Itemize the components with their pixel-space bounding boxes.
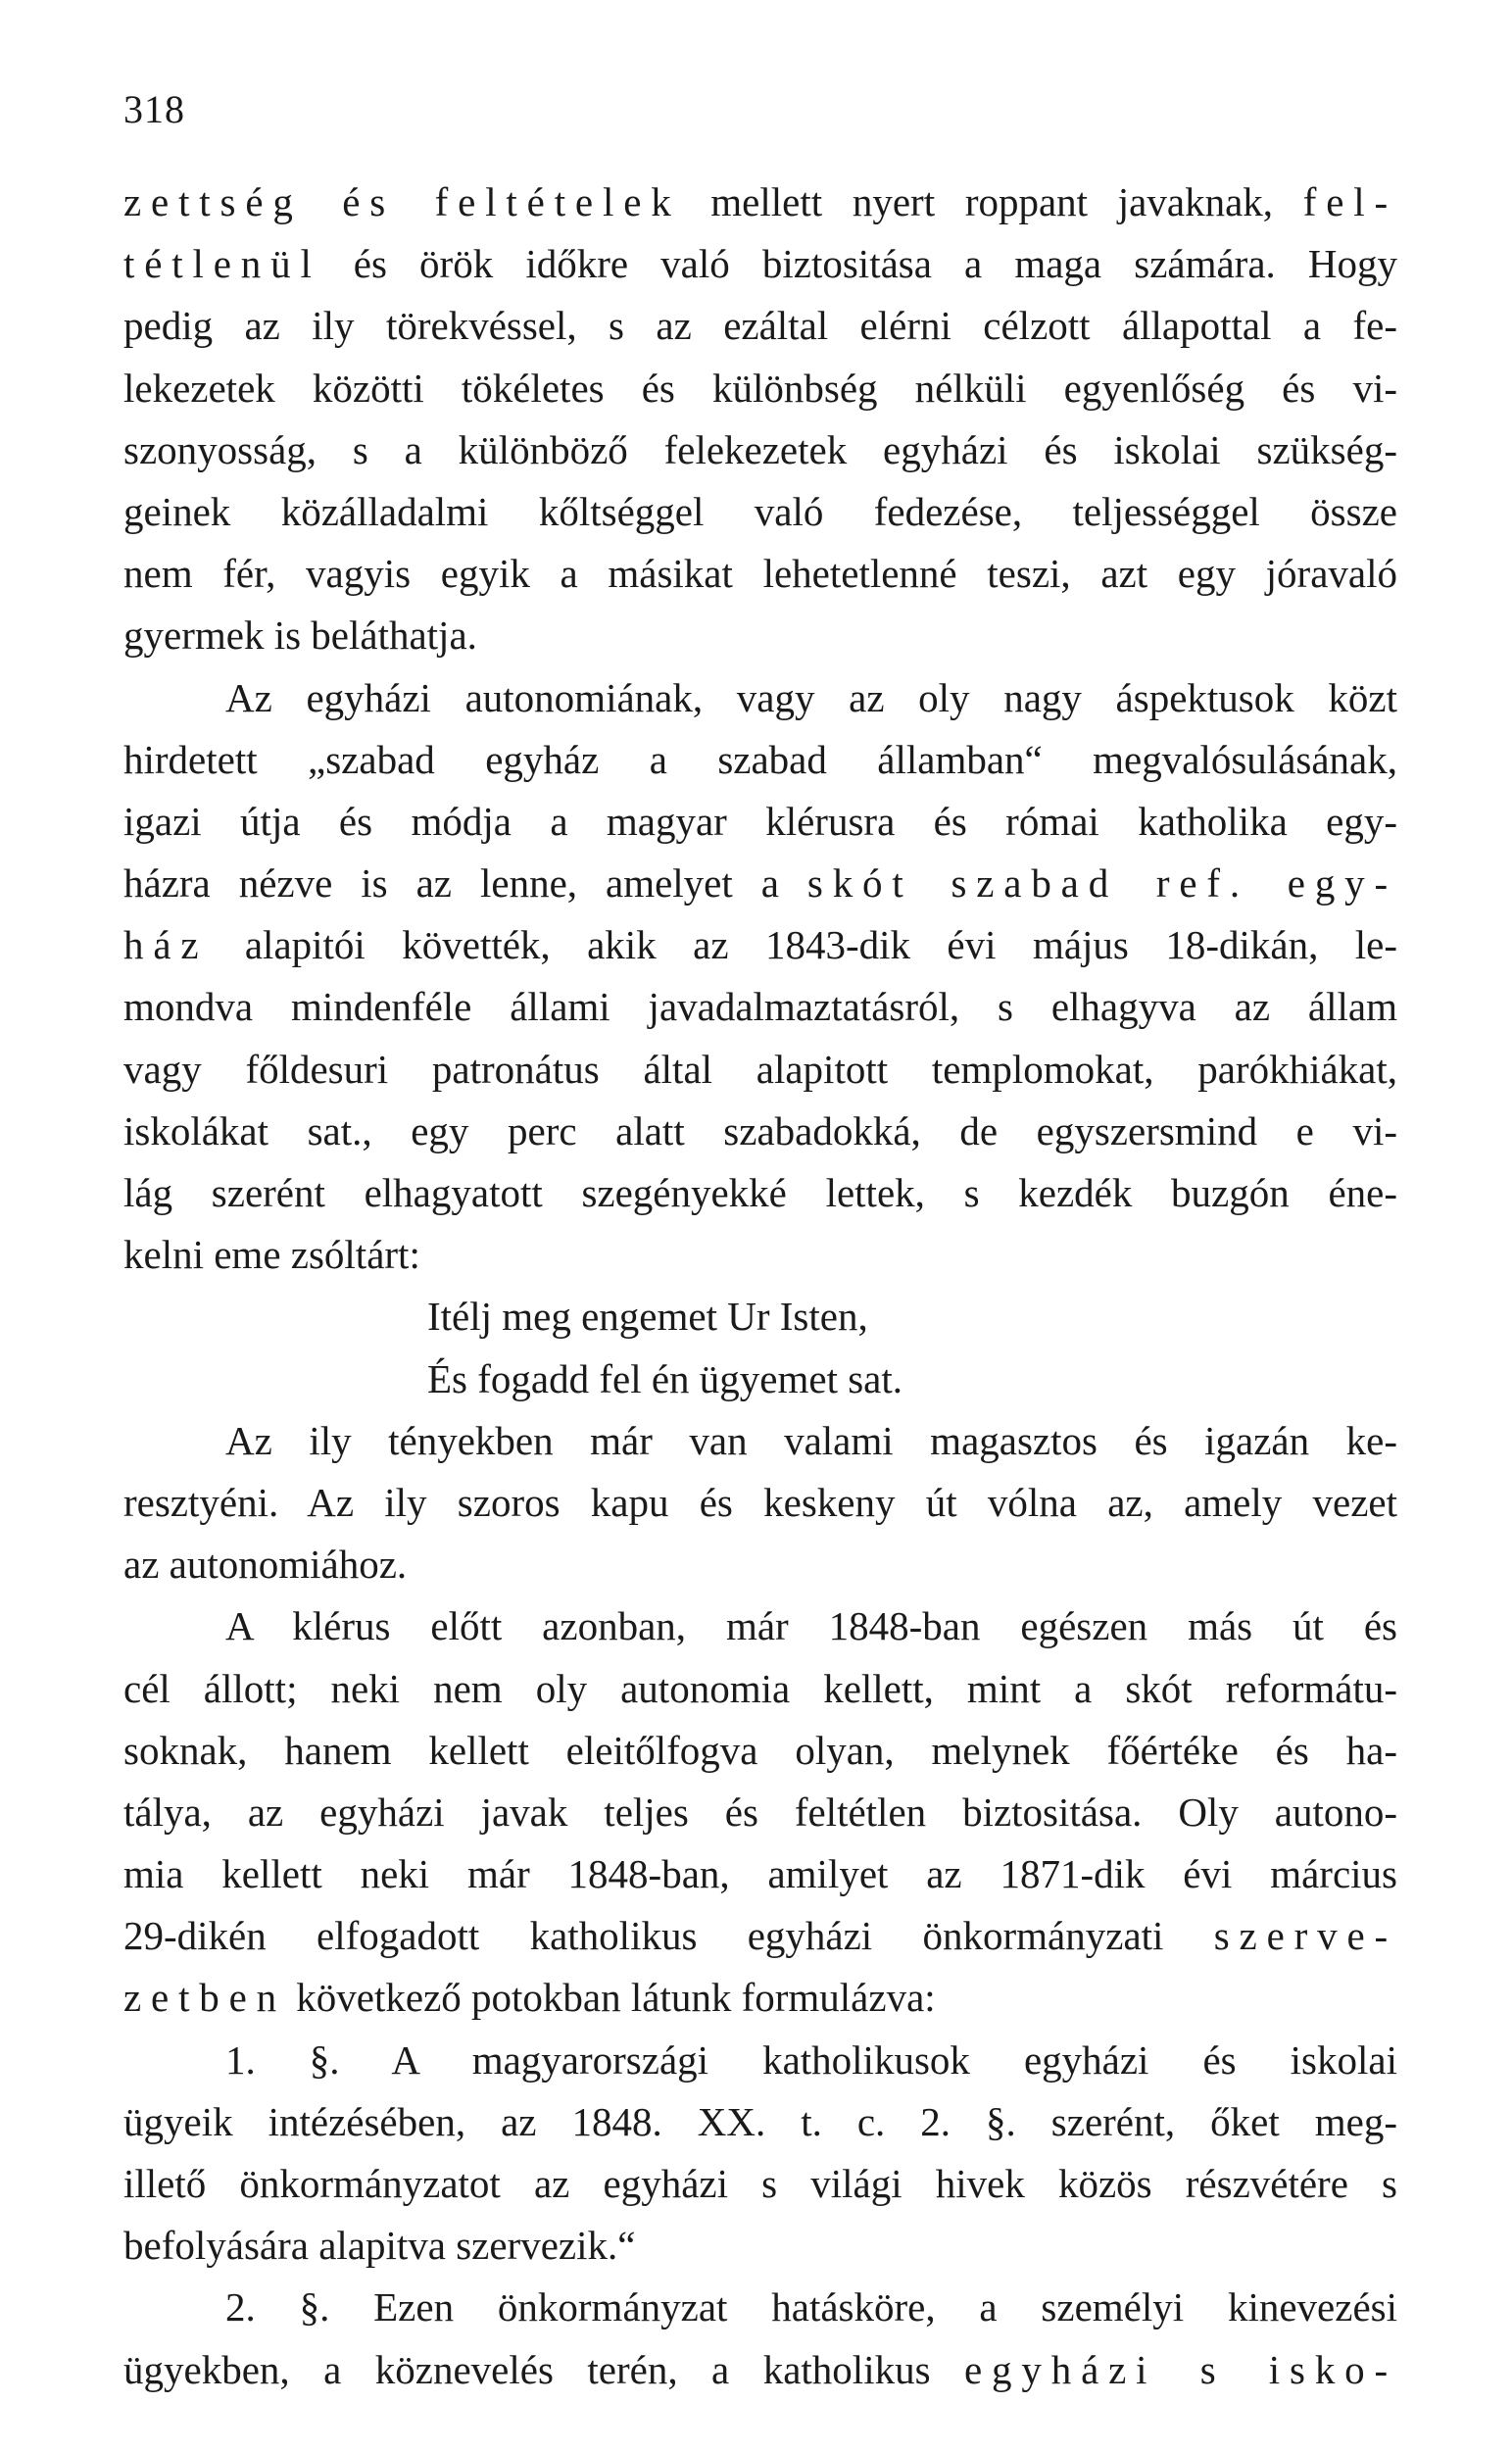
text-line	[123, 172, 1397, 233]
text-segment: ügyeik intézésében, az 1848. XX. t. c. 2. §. szerént, őket meg-	[123, 2098, 1397, 2144]
text-segment: mellett nyert roppant javaknak,	[680, 179, 1303, 224]
emphasized-text: tétlenül	[123, 241, 321, 287]
text-segment: tálya, az egyházi javak teljes és feltétlen biztositása. Oly autono-	[123, 1789, 1397, 1835]
body-text	[123, 172, 1397, 2401]
text-line	[123, 1039, 1397, 1101]
text-segment: És fogadd fel én ügyemet sat.	[427, 1355, 903, 1401]
text-line	[123, 1843, 1397, 1905]
text-line	[123, 1595, 1397, 1657]
emphasized-text: zettség és feltételek	[123, 179, 681, 224]
text-line	[123, 853, 1397, 914]
text-line	[123, 358, 1397, 419]
page-number: 318	[123, 87, 185, 131]
text-line	[123, 419, 1397, 481]
emphasized-text: skót szabad ref. egy-	[806, 860, 1397, 907]
text-line	[123, 2091, 1397, 2153]
text-segment: lekezetek közötti tökéletes és különbség nélküli egyenlőség és vi-	[123, 365, 1397, 411]
text-segment: 2. §. Ezen önkormányzat hatásköre, a személyi kinevezési	[225, 2284, 1397, 2330]
text-line	[123, 233, 1397, 295]
text-segment: alapitói követték, akik az 1843-dik évi május 18-dikán, le-	[208, 922, 1397, 968]
emphasized-text: zetben	[123, 1975, 287, 2021]
text-segment: 29-dikén elfogadott katholikus egyházi önkormányzati	[123, 1913, 1214, 1959]
text-line	[123, 605, 1397, 666]
text-segment: soknak, hanem kellett eleitőlfogva olyan, melynek főértéke és ha-	[123, 1727, 1397, 1773]
text-line	[123, 1658, 1397, 1720]
text-segment: az autonomiához.	[123, 1542, 408, 1588]
text-segment: házra nézve is az lenne, amelyet a	[123, 860, 807, 907]
text-segment: Az egyházi autonomiának, vagy az oly nagy áspektusok közt	[225, 674, 1397, 720]
text-segment: A klérus előtt azonban, már 1848-ban egészen más út és	[225, 1603, 1397, 1649]
emphasized-text: ház	[123, 922, 209, 968]
text-line	[123, 295, 1397, 357]
text-line	[123, 791, 1397, 853]
text-line	[123, 914, 1397, 976]
verse-line	[123, 1286, 1397, 1348]
text-segment: kelni eme zsóltárt:	[123, 1232, 420, 1278]
text-line	[123, 1224, 1397, 1286]
text-segment: nem fér, vagyis egyik a másikat lehetetlenné teszi, azt egy jóravaló	[123, 551, 1397, 597]
text-line	[123, 976, 1397, 1038]
text-line	[123, 1967, 1397, 2029]
text-segment: resztyéni. Az ily szoros kapu és keskeny út vólna az, amely vezet	[123, 1479, 1397, 1525]
text-segment: befolyására alapitva szervezik.“	[123, 2223, 636, 2269]
text-line	[123, 1905, 1397, 1967]
text-segment: és örök időkre való biztositása a maga számára. Hogy	[320, 241, 1397, 287]
text-line	[123, 2277, 1397, 2338]
text-segment: Itélj meg engemet Ur Isten,	[427, 1294, 868, 1340]
text-segment: illető önkormányzatot az egyházi s világi hivek közös részvétére s	[123, 2161, 1397, 2206]
text-segment: cél állott; neki nem oly autonomia kellett, mint a skót reformátu-	[123, 1665, 1397, 1711]
text-segment: geinek közálladalmi kőltséggel való fedezése, teljességgel össze	[123, 488, 1397, 534]
text-line	[123, 2153, 1397, 2215]
text-segment: hirdetett „szabad egyház a szabad államban“ megvalósulásának,	[123, 736, 1397, 782]
text-segment: iskolákat sat., egy perc alatt szabadokká, de egyszersmind e vi-	[123, 1107, 1397, 1153]
text-line	[123, 1162, 1397, 1224]
text-line	[123, 2215, 1397, 2277]
text-line	[123, 2339, 1397, 2401]
text-segment: ügyekben, a köznevelés terén, a katholikus	[123, 2346, 965, 2392]
emphasized-text: fel-	[1302, 179, 1397, 224]
text-line	[123, 1472, 1397, 1534]
text-line	[123, 1534, 1397, 1595]
text-line	[123, 1410, 1397, 1472]
text-line	[123, 543, 1397, 605]
text-segment: mia kellett neki már 1848-ban, amilyet az 1871-dik évi március	[123, 1851, 1397, 1897]
verse-line	[123, 1349, 1397, 1410]
text-segment: következő potokban látunk formulázva:	[286, 1975, 936, 2021]
text-line	[123, 729, 1397, 791]
text-line	[123, 2030, 1397, 2091]
text-segment: mondva mindenféle állami javadalmaztatásról, s elhagyva az állam	[123, 984, 1397, 1030]
text-line	[123, 667, 1397, 729]
text-segment: vagy főldesuri patronátus által alapitott templomokat, parókhiákat,	[123, 1046, 1397, 1092]
text-line	[123, 1720, 1397, 1782]
text-segment: 1. §. A magyarországi katholikusok egyházi és iskolai	[225, 2036, 1397, 2083]
text-segment: Az ily tényekben már van valami magasztos és igazán ke-	[225, 1417, 1397, 1463]
text-segment: pedig az ily törekvéssel, s az ezáltal elérni célzott állapottal a fe-	[123, 303, 1397, 349]
text-line	[123, 481, 1397, 543]
text-line	[123, 1782, 1397, 1843]
emphasized-text: egyházi s isko-	[964, 2346, 1397, 2392]
text-segment: gyermek is beláthatja.	[123, 613, 477, 659]
text-segment: szonyosság, s a különböző felekezetek egyházi és iskolai szükség-	[123, 426, 1397, 472]
text-segment: lág szerént elhagyatott szegényekké lettek, s kezdék buzgón éne-	[123, 1170, 1397, 1215]
text-segment: igazi útja és módja a magyar klérusra és római katholika egy-	[123, 798, 1397, 844]
text-line	[123, 1101, 1397, 1162]
emphasized-text: szerve-	[1213, 1913, 1397, 1959]
